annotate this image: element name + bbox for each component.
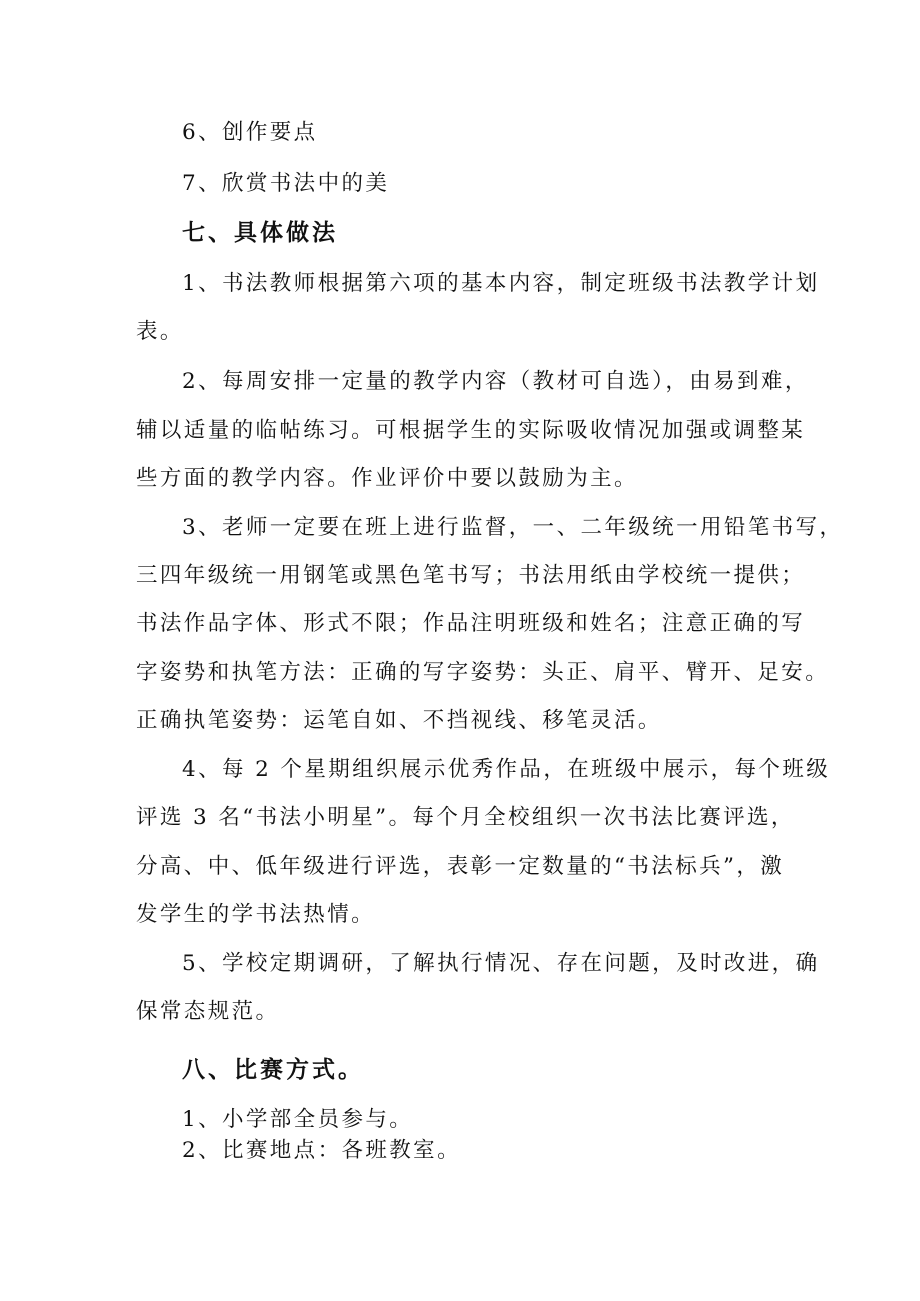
paragraph-line: 辅以适量的临帖练习。可根据学生的实际吸收情况加强或调整某 <box>136 418 806 443</box>
paragraph-line: 5、学校定期调研，了解执行情况、存在问题，及时改进，确 <box>182 951 820 976</box>
list-item-6: 6、创作要点 <box>182 120 318 145</box>
list-item-2: 2、比赛地点：各班教室。 <box>182 1138 461 1163</box>
section-8-heading: 八、比赛方式。 <box>182 1056 364 1083</box>
paragraph-line: 正确执笔姿势：运笔自如、不挡视线、移笔灵活。 <box>136 708 662 733</box>
paragraph-line: 三四年级统一用钢笔或黑色笔书写；书法用纸由学校统一提供； <box>136 563 806 588</box>
paragraph-line: 保常态规范。 <box>136 999 280 1024</box>
paragraph-line: 2、每周安排一定量的教学内容（教材可自选），由易到难， <box>182 369 809 394</box>
paragraph-line: 些方面的教学内容。作业评价中要以鼓励为主。 <box>136 466 638 491</box>
paragraph-line: 1、书法教师根据第六项的基本内容，制定班级书法教学计划 <box>182 271 820 296</box>
list-item-7: 7、欣赏书法中的美 <box>182 171 390 196</box>
paragraph-line: 4、每 2 个星期组织展示优秀作品，在班级中展示，每个班级 <box>182 757 831 782</box>
paragraph-line: 评选 3 名“书法小明星”。每个月全校组织一次书法比赛评选， <box>136 805 795 830</box>
paragraph-line: 书法作品字体、形式不限；作品注明班级和姓名；注意正确的写 <box>136 611 806 636</box>
paragraph-line: 3、老师一定要在班上进行监督，一、二年级统一用铅笔书写， <box>182 515 844 540</box>
section-7-heading: 七、具体做法 <box>182 219 338 246</box>
paragraph-line: 表。 <box>136 319 184 344</box>
paragraph-line: 发学生的学书法热情。 <box>136 902 376 927</box>
list-item-1: 1、小学部全员参与。 <box>182 1107 414 1132</box>
paragraph-line: 字姿势和执笔方法：正确的写字姿势：头正、肩平、臂开、足安。 <box>136 660 830 685</box>
paragraph-line: 分高、中、低年级进行评选，表彰一定数量的“书法标兵”，激 <box>136 854 785 879</box>
